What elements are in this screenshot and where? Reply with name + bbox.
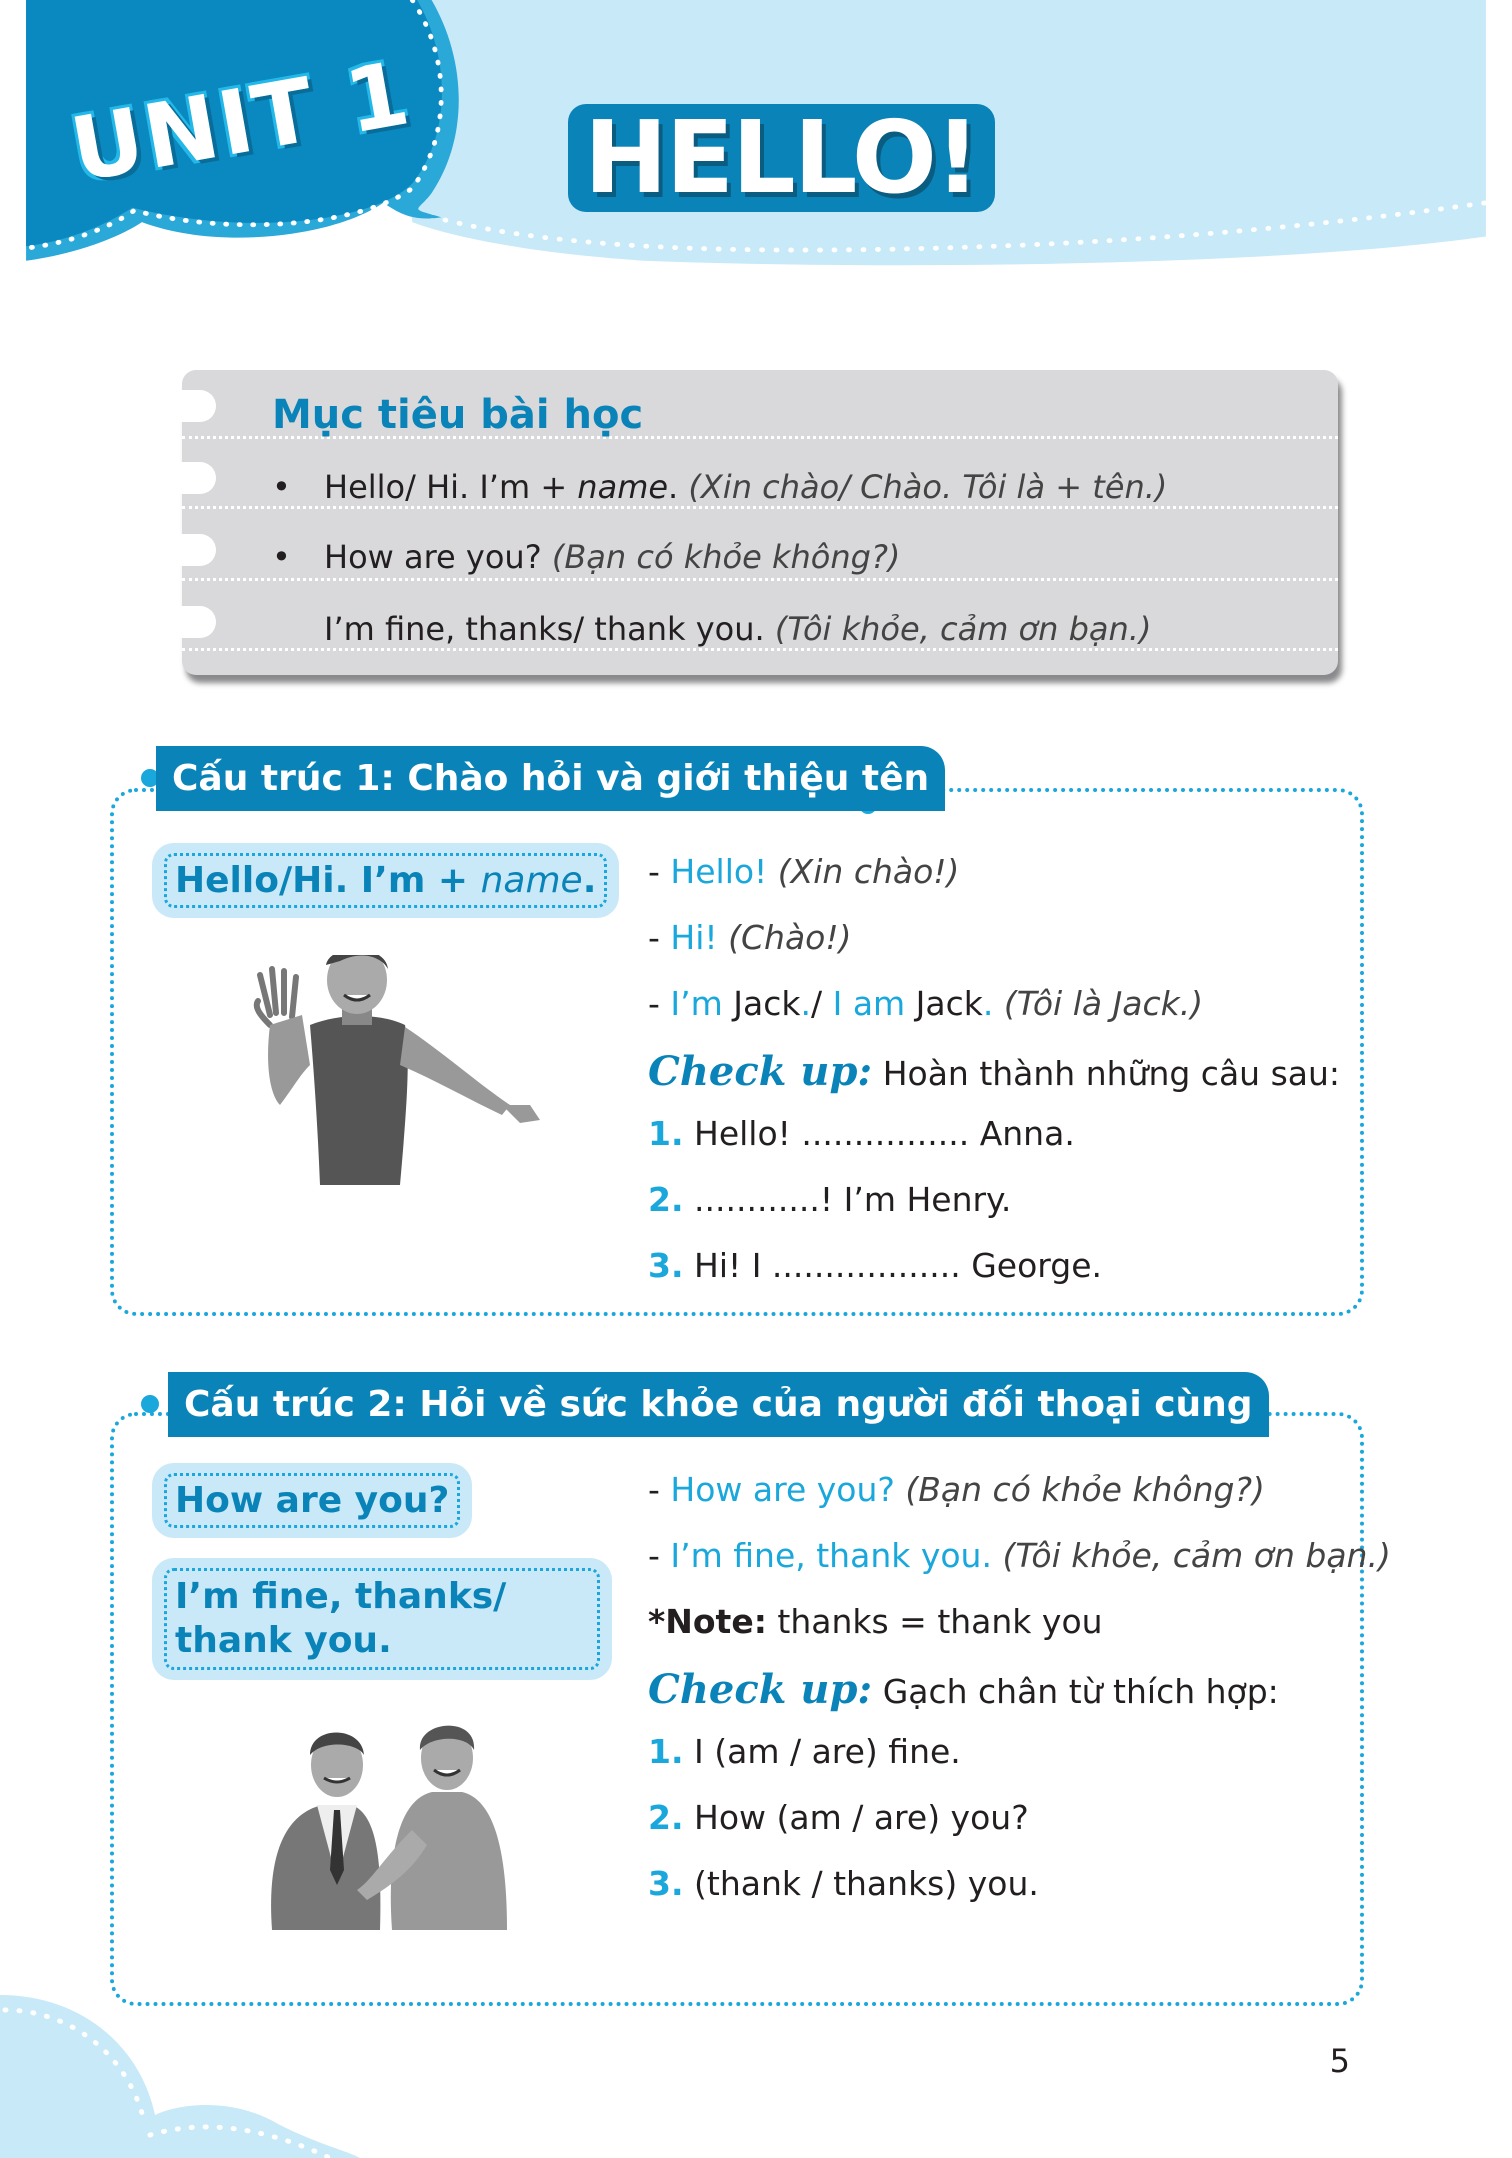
connector-dot [141,1395,159,1413]
footer-cloud [0,1995,380,2158]
section2-examples [648,1470,1391,1930]
section2-title: Cấu trúc 2: Hỏi về sức khỏe của người đối thoại cùng [168,1372,1269,1437]
exercise-item: 2. ............! I’m Henry. [648,1180,1012,1219]
greeting-men-illustration [262,1720,522,1930]
note-line: *Note: thanks = thank you [648,1602,1103,1641]
page-title: HELLO! [584,99,979,216]
section1-examples [648,852,1340,1312]
binder-hole [170,390,216,422]
binder-hole [170,534,216,566]
checkup-label: Check up: [648,1666,873,1713]
example-line: - I’m Jack./ I am Jack. (Tôi là Jack.) [648,984,1204,1023]
binder-hole [170,606,216,638]
section1-title: Cấu trúc 1: Chào hỏi và giới thiệu tên [156,746,945,811]
exercise-item: 2. How (am / are) you? [648,1798,1029,1837]
objective-item: • Hello/ Hi. I’m + name. (Xin chào/ Chào. Tôi là + tên.) [272,468,1168,506]
exercise-item: 1. I (am / are) fine. [648,1732,961,1771]
unit-label: UNIT 1 [63,41,419,202]
example-line: - How are you? (Bạn có khỏe không?) [648,1470,1265,1509]
checkup-label: Check up: [648,1048,873,1095]
objectives-card [182,370,1338,675]
exercise-item: 3. Hi! I .................. George. [648,1246,1103,1285]
waving-boy-illustration [240,955,540,1195]
objective-item: • How are you? (Bạn có khỏe không?) [272,538,901,576]
objective-item: I’m fine, thanks/ thank you. (Tôi khỏe, cảm ơn bạn.) [324,610,1152,648]
checkup-line: Check up: Hoàn thành những câu sau: [648,1048,1341,1095]
example-line: - Hello! (Xin chào!) [648,852,960,891]
binder-hole [170,462,216,494]
checkup-line: Check up: Gạch chân từ thích hợp: [648,1666,1279,1713]
objectives-title: Mục tiêu bài học [272,392,644,438]
example-line: - Hi! (Chào!) [648,918,852,957]
exercise-item: 3. (thank / thanks) you. [648,1864,1039,1903]
pattern-pill: How are you? [152,1463,472,1538]
pattern-pill: I’m fine, thanks/ thank you. [152,1558,612,1680]
example-line: - I’m fine, thank you. (Tôi khỏe, cảm ơn bạn.) [648,1536,1391,1575]
pattern-pill: Hello/Hi. I’m + name. [152,843,619,918]
exercise-item: 1. Hello! ................ Anna. [648,1114,1075,1153]
title-badge [568,99,995,216]
page-number: 5 [1329,2042,1350,2080]
